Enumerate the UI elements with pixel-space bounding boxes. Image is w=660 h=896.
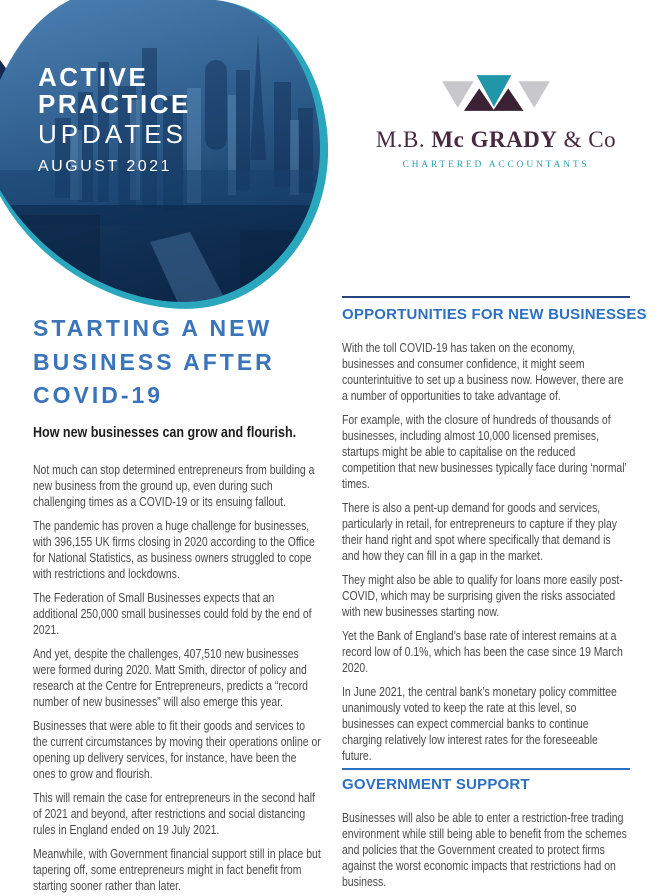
logo-name-prefix: M.B. (375, 127, 426, 152)
logo-tagline: CHARTERED ACCOUNTANTS (402, 160, 590, 170)
intro-paragraph-2: The pandemic has proven a huge challenge for businesses, with 396,155 UK firms closing in 2020 according to the Office for National Statistics, as business owners struggled to cope with restrictions and lockdowns. (33, 518, 315, 581)
article-title (33, 312, 321, 413)
masthead-blob (0, 0, 345, 318)
masthead-date: AUGUST 2021 (38, 158, 172, 175)
section-heading-opportunities: OPPORTUNITIES FOR NEW BUSINESSES (342, 306, 647, 323)
opportunities-paragraph-1: With the toll COVID-19 has taken on the economy, businesses and consumer confidence, it might seem counterintuitive to set up a business now. However, there are a number of opportunities to take advantage of. (342, 341, 624, 403)
intro-paragraph-5: Businesses that were able to fit their goods and services to the current circumstances by moving their operations online or opening up delivery services, for instance, have been the ones to grow and flourish. (33, 718, 321, 781)
article-title-line1: STARTING A NEW (33, 315, 273, 341)
masthead-title-line2: PRACTICE (38, 89, 191, 119)
government-support-paragraph-1: Businesses will also be able to enter a restriction-free trading environment while still being able to benefit from the schemes and policies that the Government created to protect firms against the worst economic impacts that restrictions had on business. (342, 811, 627, 889)
masthead-title-line1: ACTIVE (38, 62, 149, 92)
article-intro-column (33, 312, 321, 894)
logo-triangles-icon (440, 74, 552, 112)
logo-name-suffix: & Co (563, 127, 617, 152)
logo-triangle-gray-right (518, 81, 550, 107)
opportunities-paragraph-2: For example, with the closure of hundreds of thousands of businesses, including almost 10,000 licensed premises, startups might be able to capitalise on the reduced competition that new businesses typically face during ‘normal’ times. (342, 413, 627, 491)
article-title-line2: BUSINESS AFTER (33, 348, 275, 375)
intro-paragraph-7: Meanwhile, with Government financial support still in place but tapering off, some entrepreneurs might in fact benefit from starting sooner rather than later. (33, 846, 321, 893)
intro-paragraph-4: And yet, despite the challenges, 407,510 new businesses were formed during 2020. Matt Smith, director of policy and research at the Centre for Entrepreneurs, predicts a “record number of new businesses” will also emerge this year. (33, 646, 308, 709)
logo-name-main: Mc GRADY (431, 127, 558, 152)
masthead-title (38, 64, 191, 176)
section-heading-government-support: GOVERNMENT SUPPORT (342, 776, 530, 793)
intro-paragraph-1: Not much can stop determined entrepreneurs from building a new business from the ground up, even during such challenging times as a COVID-19 or its ensuing fallout. (33, 462, 315, 509)
opportunities-paragraph-3: There is also a pent-up demand for goods and services, particularly in retail, for entrepreneurs to capture if they play their hand right and spot where specifically that demand is and how they can fill in a gap in the market. (342, 501, 617, 563)
opportunities-paragraph-4: They might also be able to qualify for loans more easily post-COVID, which may be surprising given the risks associated with new businesses starting now. (342, 573, 623, 619)
section-divider-rule-2 (342, 768, 630, 770)
intro-paragraph-6: This will remain the case for entrepreneurs in the second half of 2021 and beyond, after restrictions and social distancing rules in England ended on 19 July 2021. (33, 790, 315, 837)
masthead-title-line3: UPDATES (38, 119, 187, 149)
intro-paragraph-3: The Federation of Small Businesses expects that an additional 250,000 small businesses could fold by the end of 2021. (33, 590, 312, 637)
article-title-line3: COVID-19 (33, 382, 164, 408)
opportunities-paragraph-5: Yet the Bank of England’s base rate of interest remains at a record low of 0.1%, which has been the case since 19 March 2020. (342, 629, 623, 675)
article-subtitle: How new businesses can grow and flourish. (33, 423, 297, 441)
article-sections-column (342, 296, 647, 890)
logo (358, 74, 634, 170)
opportunities-paragraph-6: In June 2021, the central bank’s monetary policy committee unanimously voted to keep the rate at this level, so businesses can expect commercial banks to continue charging relatively low interest rates for the foreseeable future. (342, 685, 617, 763)
logo-name (358, 127, 634, 153)
section-divider-rule (342, 296, 630, 298)
